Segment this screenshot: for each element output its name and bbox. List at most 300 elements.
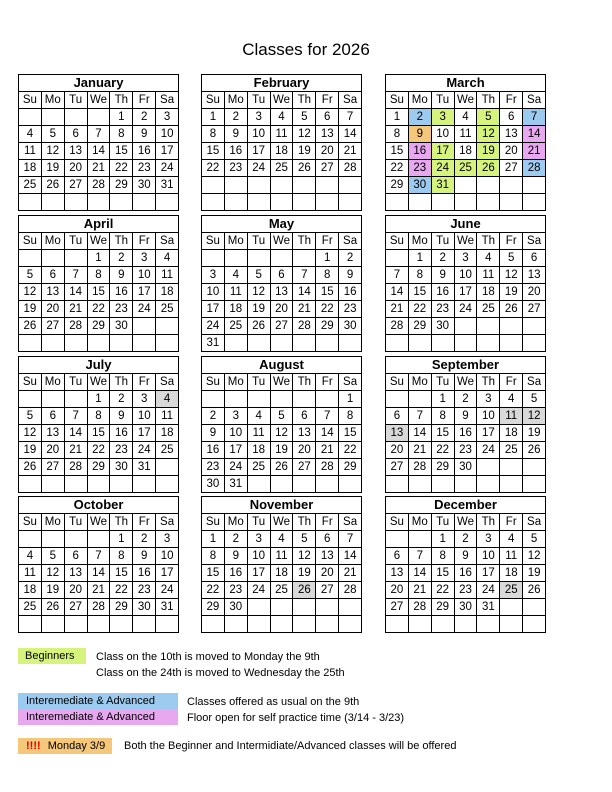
weekday-label: Sa xyxy=(343,94,358,106)
day-cell: 2 xyxy=(110,250,133,266)
day-cell: 3 xyxy=(163,111,171,123)
day-cell: 18 xyxy=(271,143,294,159)
day-cell xyxy=(455,335,478,351)
weekday-header-row xyxy=(19,92,178,109)
day-cell: 22 xyxy=(110,582,133,598)
week-row xyxy=(19,301,178,318)
weekday-label: Mo xyxy=(225,374,248,390)
weekday-label: Th xyxy=(293,374,316,390)
weekday-label: Sa xyxy=(343,516,358,528)
day-cell: 23 xyxy=(343,303,357,315)
weekday-label: We xyxy=(88,514,111,530)
day-cell xyxy=(293,335,316,351)
day-cell: 9 xyxy=(133,126,156,142)
day-cell: 30 xyxy=(202,476,225,492)
weekday-header-row xyxy=(386,233,545,250)
day-cell: 8 xyxy=(346,410,354,422)
weekday-label: Mo xyxy=(225,92,248,108)
day-cell: 4 xyxy=(19,548,42,564)
day-cell xyxy=(477,318,500,334)
week-row xyxy=(386,476,545,493)
week-row xyxy=(386,177,545,194)
weekday-label: Fr xyxy=(500,233,523,249)
day-cell: 29 xyxy=(316,318,339,334)
day-cell: 26 xyxy=(477,160,500,176)
day-cell: 18 xyxy=(455,143,478,159)
day-cell: 23 xyxy=(409,160,432,176)
day-cell: 10 xyxy=(202,284,225,300)
day-cell: 17 xyxy=(202,301,225,317)
weekday-label: Tu xyxy=(432,374,455,390)
day-cell xyxy=(110,616,133,632)
day-cell xyxy=(110,194,133,210)
day-cell: 24 xyxy=(160,162,174,174)
day-cell: 15 xyxy=(88,425,111,441)
weekday-label: Mo xyxy=(409,374,432,390)
weekday-header-row xyxy=(202,514,361,531)
weekday-label: Th xyxy=(477,233,500,249)
day-cell: 13 xyxy=(500,126,523,142)
day-cell: 18 xyxy=(500,565,523,581)
day-cell xyxy=(500,194,523,210)
day-cell xyxy=(432,616,455,632)
day-cell xyxy=(42,616,65,632)
day-cell xyxy=(271,476,294,492)
day-cell: 25 xyxy=(19,177,42,193)
day-cell: 10 xyxy=(133,267,156,283)
day-cell: 23 xyxy=(202,459,225,475)
week-row xyxy=(202,126,361,143)
day-cell xyxy=(432,476,455,492)
day-cell xyxy=(409,391,432,407)
day-cell: 17 xyxy=(160,567,174,579)
day-cell: 19 xyxy=(500,284,523,300)
day-cell: 4 xyxy=(477,250,500,266)
day-cell: 11 xyxy=(500,408,523,424)
day-cell: 29 xyxy=(110,599,133,615)
day-cell: 29 xyxy=(432,599,455,615)
month-december xyxy=(385,496,546,633)
weekday-header-row xyxy=(19,233,178,250)
weekday-label: Su xyxy=(19,374,42,390)
day-cell: 10 xyxy=(477,408,500,424)
day-cell xyxy=(19,616,42,632)
day-cell: 3 xyxy=(477,391,500,407)
weekday-label: Th xyxy=(477,92,500,108)
day-cell: 3 xyxy=(133,391,156,407)
day-cell xyxy=(133,318,156,334)
day-cell: 8 xyxy=(88,267,111,283)
week-row xyxy=(386,335,545,352)
day-cell: 19 xyxy=(527,567,541,579)
day-cell xyxy=(248,391,271,407)
day-cell xyxy=(523,318,545,334)
week-row xyxy=(386,582,545,599)
week-row xyxy=(19,335,178,352)
week-row xyxy=(202,143,361,160)
day-cell: 13 xyxy=(293,425,316,441)
day-cell xyxy=(110,476,133,492)
day-cell xyxy=(432,335,455,351)
day-cell: 9 xyxy=(202,425,225,441)
day-cell: 17 xyxy=(477,425,500,441)
day-cell: 1 xyxy=(409,250,432,266)
weekday-label: Tu xyxy=(65,514,88,530)
day-cell: 11 xyxy=(19,565,42,581)
day-cell: 28 xyxy=(65,318,88,334)
day-cell: 14 xyxy=(409,565,432,581)
day-cell: 13 xyxy=(316,126,339,142)
day-cell: 9 xyxy=(225,548,248,564)
day-cell: 2 xyxy=(346,252,354,264)
day-cell: 19 xyxy=(19,301,42,317)
day-cell: 27 xyxy=(386,459,409,475)
day-cell: 19 xyxy=(293,143,316,159)
day-cell: 8 xyxy=(110,126,133,142)
weekday-label: We xyxy=(455,374,478,390)
weekday-label: Tu xyxy=(432,514,455,530)
day-cell xyxy=(293,476,316,492)
day-cell xyxy=(523,177,545,193)
day-cell: 3 xyxy=(163,533,171,545)
day-cell xyxy=(500,599,523,615)
alert-legend-swatch xyxy=(18,738,112,754)
day-cell: 25 xyxy=(500,582,523,598)
day-cell: 22 xyxy=(432,582,455,598)
day-cell: 12 xyxy=(293,548,316,564)
weekday-header-row xyxy=(19,374,178,391)
day-cell: 3 xyxy=(455,250,478,266)
weekday-label: Mo xyxy=(42,233,65,249)
day-cell xyxy=(42,476,65,492)
day-cell xyxy=(202,250,225,266)
weekday-header-row xyxy=(386,514,545,531)
month-august xyxy=(201,356,362,493)
day-cell: 11 xyxy=(477,267,500,283)
day-cell xyxy=(316,391,339,407)
day-cell xyxy=(477,616,500,632)
weekday-header-row xyxy=(202,92,361,109)
day-cell: 22 xyxy=(409,301,432,317)
day-cell: 28 xyxy=(293,318,316,334)
week-row xyxy=(202,459,361,476)
day-cell: 28 xyxy=(88,177,111,193)
day-cell: 16 xyxy=(343,286,357,298)
day-cell xyxy=(156,194,178,210)
day-cell: 21 xyxy=(409,442,432,458)
day-cell: 29 xyxy=(343,461,357,473)
day-cell xyxy=(386,335,409,351)
day-cell xyxy=(42,109,65,125)
day-cell: 4 xyxy=(163,252,171,264)
day-cell xyxy=(432,194,455,210)
day-cell: 3 xyxy=(202,267,225,283)
day-cell xyxy=(19,250,42,266)
day-cell: 29 xyxy=(202,599,225,615)
weekday-label: Mo xyxy=(225,233,248,249)
int-adv-legend-label: Interemediate & Advanced xyxy=(26,695,156,707)
day-cell: 26 xyxy=(271,459,294,475)
day-cell: 1 xyxy=(432,391,455,407)
day-cell: 13 xyxy=(316,548,339,564)
day-cell: 6 xyxy=(42,408,65,424)
day-cell xyxy=(202,194,225,210)
day-cell: 17 xyxy=(225,442,248,458)
day-cell: 28 xyxy=(316,459,339,475)
day-cell: 16 xyxy=(133,565,156,581)
day-cell: 27 xyxy=(271,318,294,334)
day-cell: 29 xyxy=(432,459,455,475)
day-cell: 25 xyxy=(500,442,523,458)
day-cell: 11 xyxy=(271,548,294,564)
day-cell: 11 xyxy=(161,410,174,422)
day-cell xyxy=(156,459,178,475)
weekday-label: Tu xyxy=(65,92,88,108)
day-cell xyxy=(88,335,111,351)
day-cell: 25 xyxy=(271,160,294,176)
month-november xyxy=(201,496,362,633)
day-cell xyxy=(88,476,111,492)
day-cell: 19 xyxy=(42,582,65,598)
week-row xyxy=(202,250,361,267)
day-cell: 18 xyxy=(160,286,174,298)
day-cell: 1 xyxy=(88,391,111,407)
day-cell: 15 xyxy=(202,143,225,159)
day-cell xyxy=(133,194,156,210)
day-cell xyxy=(110,335,133,351)
day-cell: 1 xyxy=(110,109,133,125)
day-cell: 12 xyxy=(42,565,65,581)
week-row xyxy=(386,267,545,284)
day-cell: 8 xyxy=(202,126,225,142)
day-cell: 7 xyxy=(346,111,354,123)
day-cell: 17 xyxy=(248,143,271,159)
weekday-label: We xyxy=(88,92,111,108)
day-cell: 18 xyxy=(477,284,500,300)
weekday-label: Sa xyxy=(160,235,175,247)
day-cell: 2 xyxy=(225,531,248,547)
weekday-label: Fr xyxy=(316,374,339,390)
day-cell: 3 xyxy=(477,531,500,547)
day-cell xyxy=(19,335,42,351)
day-cell: 13 xyxy=(42,284,65,300)
day-cell: 5 xyxy=(42,548,65,564)
day-cell: 2 xyxy=(455,391,478,407)
month-name: August xyxy=(202,357,361,374)
week-row xyxy=(19,143,178,160)
day-cell: 1 xyxy=(432,531,455,547)
week-row xyxy=(202,425,361,442)
day-cell: 28 xyxy=(343,162,357,174)
day-cell: 20 xyxy=(293,442,316,458)
day-cell: 27 xyxy=(42,318,65,334)
week-row xyxy=(19,425,178,442)
weekday-label: Fr xyxy=(133,233,156,249)
weekday-label: Su xyxy=(202,374,225,390)
day-cell: 20 xyxy=(316,143,339,159)
day-cell: 31 xyxy=(202,335,225,351)
day-cell: 28 xyxy=(523,160,545,176)
month-name: October xyxy=(19,497,178,514)
day-cell xyxy=(248,194,271,210)
day-cell: 26 xyxy=(248,318,271,334)
month-name: September xyxy=(386,357,545,374)
day-cell: 18 xyxy=(271,565,294,581)
day-cell xyxy=(202,391,225,407)
day-cell: 21 xyxy=(88,160,111,176)
day-cell: 12 xyxy=(527,550,541,562)
day-cell xyxy=(293,250,316,266)
week-row xyxy=(386,194,545,211)
day-cell xyxy=(271,335,294,351)
week-row xyxy=(386,548,545,565)
day-cell: 17 xyxy=(160,145,174,157)
day-cell: 25 xyxy=(19,599,42,615)
week-row xyxy=(19,126,178,143)
weekday-header-row xyxy=(386,374,545,391)
day-cell xyxy=(156,318,178,334)
day-cell: 15 xyxy=(202,565,225,581)
day-cell: 18 xyxy=(500,425,523,441)
week-row xyxy=(386,599,545,616)
day-cell: 15 xyxy=(88,284,111,300)
weekday-label: Su xyxy=(19,514,42,530)
day-cell: 17 xyxy=(133,425,156,441)
month-january xyxy=(18,74,179,211)
weekday-label: We xyxy=(455,514,478,530)
day-cell: 16 xyxy=(202,442,225,458)
week-row xyxy=(19,109,178,126)
day-cell: 22 xyxy=(202,160,225,176)
day-cell: 30 xyxy=(110,459,133,475)
day-cell: 18 xyxy=(225,301,248,317)
day-cell: 19 xyxy=(477,143,500,159)
day-cell xyxy=(248,599,271,615)
day-cell: 29 xyxy=(88,318,111,334)
week-row xyxy=(386,301,545,318)
day-cell: 31 xyxy=(160,179,174,191)
month-march xyxy=(385,74,546,211)
day-cell: 14 xyxy=(386,284,409,300)
weekday-label: We xyxy=(271,233,294,249)
day-cell: 6 xyxy=(65,126,88,142)
week-row xyxy=(202,599,361,616)
day-cell: 9 xyxy=(432,267,455,283)
month-name: May xyxy=(202,216,361,233)
weekday-label: Sa xyxy=(527,376,542,388)
week-row xyxy=(202,194,361,211)
week-row xyxy=(19,599,178,616)
day-cell: 24 xyxy=(432,160,455,176)
day-cell: 27 xyxy=(500,160,523,176)
day-cell: 27 xyxy=(293,459,316,475)
day-cell xyxy=(500,476,523,492)
week-row xyxy=(202,160,361,177)
day-cell xyxy=(386,476,409,492)
day-cell: 1 xyxy=(110,531,133,547)
weekday-label: Tu xyxy=(432,92,455,108)
day-cell xyxy=(316,335,339,351)
weekday-label: Su xyxy=(202,92,225,108)
day-cell: 30 xyxy=(110,318,133,334)
week-row xyxy=(202,267,361,284)
day-cell: 21 xyxy=(523,143,545,159)
week-row xyxy=(202,391,361,408)
weekday-label: Th xyxy=(293,233,316,249)
day-cell: 1 xyxy=(202,531,225,547)
day-cell: 27 xyxy=(316,160,339,176)
day-cell xyxy=(477,459,500,475)
day-cell: 16 xyxy=(110,284,133,300)
day-cell: 17 xyxy=(477,565,500,581)
day-cell: 14 xyxy=(316,425,339,441)
week-row xyxy=(19,284,178,301)
day-cell: 16 xyxy=(432,284,455,300)
day-cell xyxy=(500,177,523,193)
day-cell xyxy=(386,616,409,632)
day-cell: 20 xyxy=(500,143,523,159)
day-cell xyxy=(455,177,478,193)
weekday-label: Su xyxy=(202,514,225,530)
day-cell: 7 xyxy=(88,548,111,564)
day-cell: 4 xyxy=(500,531,523,547)
day-cell xyxy=(523,194,545,210)
weekday-label: Sa xyxy=(160,376,175,388)
day-cell: 13 xyxy=(386,425,409,441)
day-cell: 6 xyxy=(316,531,339,547)
day-cell xyxy=(500,335,523,351)
day-cell xyxy=(523,616,545,632)
day-cell: 6 xyxy=(386,408,409,424)
day-cell: 11 xyxy=(500,548,523,564)
day-cell: 14 xyxy=(293,284,316,300)
weekday-label: Th xyxy=(110,233,133,249)
beginners-note-1: Class on the 10th is moved to Monday the 9th xyxy=(96,651,320,663)
day-cell: 31 xyxy=(160,601,174,613)
day-cell: 28 xyxy=(88,599,111,615)
day-cell xyxy=(455,318,478,334)
day-cell: 6 xyxy=(316,109,339,125)
alert-icon: !!!! xyxy=(26,740,41,752)
alert-legend-label: Monday 3/9 xyxy=(47,740,106,752)
month-september xyxy=(385,356,546,493)
day-cell xyxy=(339,335,361,351)
day-cell: 2 xyxy=(409,109,432,125)
weekday-label: We xyxy=(88,233,111,249)
day-cell xyxy=(271,391,294,407)
weekday-label: Mo xyxy=(42,374,65,390)
week-row xyxy=(386,616,545,633)
page-title: Classes for 2026 xyxy=(242,40,370,59)
day-cell xyxy=(42,391,65,407)
day-cell: 21 xyxy=(316,442,339,458)
weekday-label: Mo xyxy=(409,514,432,530)
day-cell xyxy=(19,531,42,547)
day-cell: 21 xyxy=(386,301,409,317)
day-cell xyxy=(316,177,339,193)
day-cell: 5 xyxy=(530,393,538,405)
day-cell: 28 xyxy=(343,584,357,596)
day-cell: 16 xyxy=(225,143,248,159)
day-cell: 29 xyxy=(110,177,133,193)
weekday-label: Su xyxy=(19,92,42,108)
day-cell xyxy=(225,335,248,351)
day-cell: 6 xyxy=(500,109,523,125)
week-row xyxy=(386,459,545,476)
weekday-label: Th xyxy=(110,92,133,108)
day-cell: 22 xyxy=(316,301,339,317)
day-cell: 12 xyxy=(19,284,42,300)
